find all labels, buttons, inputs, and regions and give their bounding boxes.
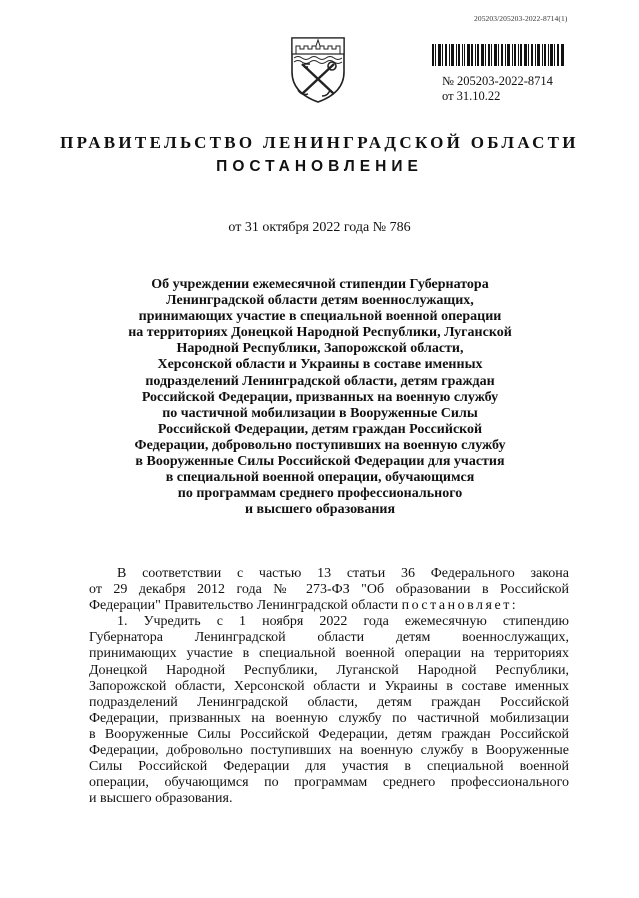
title-line: в специальной военной операции, обучающимся — [165, 470, 475, 486]
registration-number: № 205203-2022-8714 — [442, 74, 553, 88]
paragraph-line: принимающих участие в специальной военной операции на территориях — [89, 646, 569, 662]
preamble-line: В соответствии с частью 13 статьи 36 Федерального закона — [117, 566, 569, 581]
decree-date-number: от 31 октября 2022 года № 786 — [228, 220, 411, 235]
document-type: ПОСТАНОВЛЕНИЕ — [216, 158, 423, 175]
title-line: Об учреждении ежемесячной стипендии Губернатора — [151, 277, 489, 292]
paragraph-line: Федерации, добровольно поступивших на военную службу в Вооруженные — [89, 743, 569, 759]
paragraph-line: Федерации, призванных на военную службу по частичной мобилизации — [89, 710, 569, 726]
decree-title — [95, 277, 545, 518]
paragraph-line: подразделений Ленинградской области, детям граждан Российской — [89, 694, 569, 710]
paragraph-line: операции, обучающимся по программам среднего профессионального — [89, 775, 569, 791]
title-line: принимающих участие в специальной военной операции — [138, 309, 502, 325]
decree-body — [89, 566, 569, 807]
title-line: Ленинградской области детям военнослужащих, — [166, 293, 474, 309]
title-line: по программам среднего профессионального — [177, 486, 463, 502]
registration-date: от 31.10.22 — [442, 89, 501, 103]
title-line: и высшего образования — [244, 502, 396, 518]
paragraph-line: Запорожской области, Херсонской области и Украины в составе именных — [89, 678, 569, 694]
title-line: Херсонской области и Украины в составе именных — [157, 357, 483, 373]
issuing-authority: ПРАВИТЕЛЬСТВО ЛЕНИНГРАДСКОЙ ОБЛАСТИ — [60, 133, 579, 152]
title-line: на территориях Донецкой Народной Республики, Луганской — [128, 325, 512, 341]
paragraph-line: 1. Учредить с 1 ноября 2022 года ежемесячную стипендию — [117, 614, 569, 630]
title-line: Российской Федерации, призванных на военную службу — [141, 389, 499, 405]
preamble-text: Федерации" Правительство Ленинградской области — [89, 598, 402, 614]
paragraph-line: Донецкой Народной Республики, Луганской Народной Республики, — [89, 662, 569, 678]
title-line: Федерации, добровольно поступивших на военную службу — [134, 437, 506, 453]
preamble-line — [89, 598, 569, 614]
paragraph-line: Губернатора Ленинградской области детям военнослужащих, — [89, 630, 569, 646]
document-id: 205203/205203-2022-8714(1) — [474, 14, 568, 23]
title-line: Российской Федерации, детям граждан Российской — [157, 421, 483, 437]
decree-verb: постановляет: — [401, 598, 519, 614]
title-line: в Вооруженные Силы Российской Федерации для участия — [135, 454, 505, 470]
paragraph-line: в Вооруженные Силы Российской Федерации, детям граждан Российской — [89, 726, 569, 742]
coat-of-arms-icon — [286, 34, 350, 104]
paragraph-line: Силы Российской Федерации для участия в специальной военной — [89, 759, 569, 775]
barcode-icon — [432, 44, 564, 66]
preamble-line: от 29 декабря 2012 года № 273-ФЗ "Об образовании в Российской — [89, 582, 569, 598]
title-line: подразделений Ленинградской области, детям граждан — [145, 373, 495, 389]
paragraph-line: и высшего образования. — [89, 791, 233, 807]
title-line: Народной Республики, Запорожской области, — [176, 341, 464, 357]
title-line: по частичной мобилизации в Вооруженные Силы — [162, 405, 478, 421]
